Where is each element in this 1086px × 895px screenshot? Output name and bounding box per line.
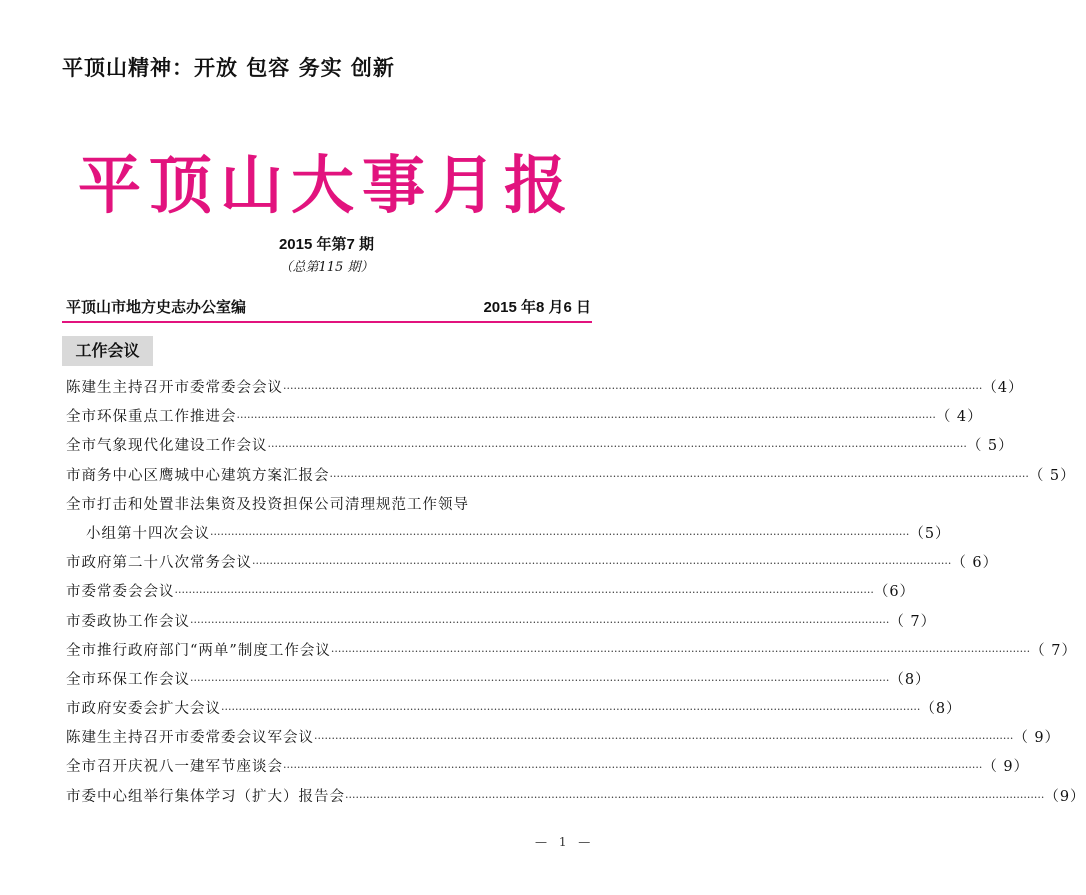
toc-leader-dots: ········································································································································································································ (345, 790, 1045, 804)
toc-entry-title: 全市气象现代化建设工作会议 (66, 438, 268, 455)
toc-entry[interactable] (66, 374, 1024, 403)
toc-entry-title: 全市召开庆祝八一建军节座谈会 (66, 759, 283, 776)
toc-entry-page: （ 7） (889, 613, 937, 630)
toc-entry[interactable] (66, 637, 1077, 666)
toc-entry-page: （ 5） (1028, 467, 1076, 484)
toc-entry[interactable] (66, 403, 983, 432)
toc-entry-page: （ 9） (982, 759, 1030, 776)
toc-entry-page: （4） (982, 380, 1024, 396)
toc-entry[interactable] (66, 432, 1014, 461)
issue-number: 2015 年第7 期 (278, 236, 375, 253)
toc-entry-title: 市委中心组举行集体学习（扩大）报告会 (66, 788, 345, 805)
toc-entry-title: 全市环保重点工作推进会 (66, 409, 237, 426)
toc-entry[interactable] (66, 549, 999, 578)
total-issue-number: （总第115 期） (279, 260, 374, 275)
toc-entry-page: （ 5） (966, 438, 1014, 455)
page-number: — 1 — (535, 835, 595, 849)
toc-entry-page: （5） (909, 525, 951, 542)
toc-entry-page: （8） (889, 671, 931, 688)
toc-entry-title: 市商务中心区鹰城中心建筑方案汇报会 (66, 467, 330, 484)
toc-entry-page: （ 4） (935, 409, 983, 426)
toc-entry[interactable] (66, 724, 1061, 753)
masthead-title: 平顶山大事月报 (78, 148, 575, 222)
toc-leader-dots: ········································································································································································································ (252, 557, 952, 571)
toc-leader-dots: ········································································································································································································ (283, 382, 983, 395)
toc-entry-page: （6） (873, 584, 916, 601)
toc-leader-dots: ········································································································································································································ (236, 411, 936, 425)
header-divider (62, 321, 592, 323)
toc-leader-dots: ········································································································································································································ (210, 527, 910, 541)
toc-entry-page: （8） (920, 701, 962, 718)
section-heading: 工作会议 (62, 336, 153, 366)
toc-leader-dots: ········································································································································································································ (283, 761, 983, 775)
table-of-contents (66, 374, 1086, 812)
toc-entry-title: 市委政协工作会议 (66, 613, 190, 630)
toc-entry[interactable] (66, 520, 951, 549)
toc-leader-dots: ········································································································································································································ (174, 586, 874, 600)
toc-leader-dots: ········································································································································································································ (267, 440, 967, 454)
toc-entry[interactable] (66, 462, 1076, 491)
toc-entry[interactable] (66, 666, 931, 695)
toc-leader-dots: ········································································································································································································ (190, 615, 890, 629)
toc-entry-title: 陈建生主持召开市委常委会议军会议 (66, 730, 314, 747)
editor-line: 平顶山市地方史志办公室编 (66, 298, 247, 316)
toc-entry-title: 全市推行政府部门“两单”制度工作会议 (66, 642, 331, 659)
toc-entry[interactable] (66, 695, 962, 724)
toc-entry-page: （ 7） (1030, 642, 1077, 659)
toc-entry[interactable] (66, 783, 1086, 812)
publication-date: 2015 年8 月6 日 (483, 299, 591, 316)
toc-entry-page: （ 9） (1013, 730, 1061, 747)
toc-entry-page: （ 6） (951, 555, 999, 572)
toc-entry[interactable] (66, 753, 1030, 782)
toc-entry-title: 小组第十四次会议 (86, 525, 210, 542)
toc-leader-dots: ········································································································································································································ (190, 673, 890, 687)
toc-entry-title: 全市环保工作会议 (66, 671, 190, 688)
toc-leader-dots: ········································································································································································································ (329, 469, 1029, 483)
toc-entry-title: 陈建生主持召开市委常委会会议 (66, 380, 283, 396)
toc-entry-title: 市政府安委会扩大会议 (66, 701, 221, 718)
toc-entry[interactable] (66, 608, 937, 637)
toc-entry[interactable] (66, 491, 590, 520)
toc-entry-title: 市委常委会会议 (66, 584, 175, 601)
toc-entry-title: 全市打击和处置非法集资及投资担保公司清理规范工作领导 (66, 496, 469, 513)
toc-leader-dots: ········································································································································································································ (314, 732, 1014, 746)
toc-entry-page: （9） (1044, 788, 1086, 805)
motto: 平顶山精神：开放 包容 务实 创新 (62, 56, 395, 80)
toc-entry[interactable] (66, 578, 916, 607)
toc-leader-dots: ········································································································································································································ (221, 703, 921, 717)
toc-leader-dots: ········································································································································································································ (330, 644, 1031, 658)
toc-entry-title: 市政府第二十八次常务会议 (66, 555, 252, 572)
